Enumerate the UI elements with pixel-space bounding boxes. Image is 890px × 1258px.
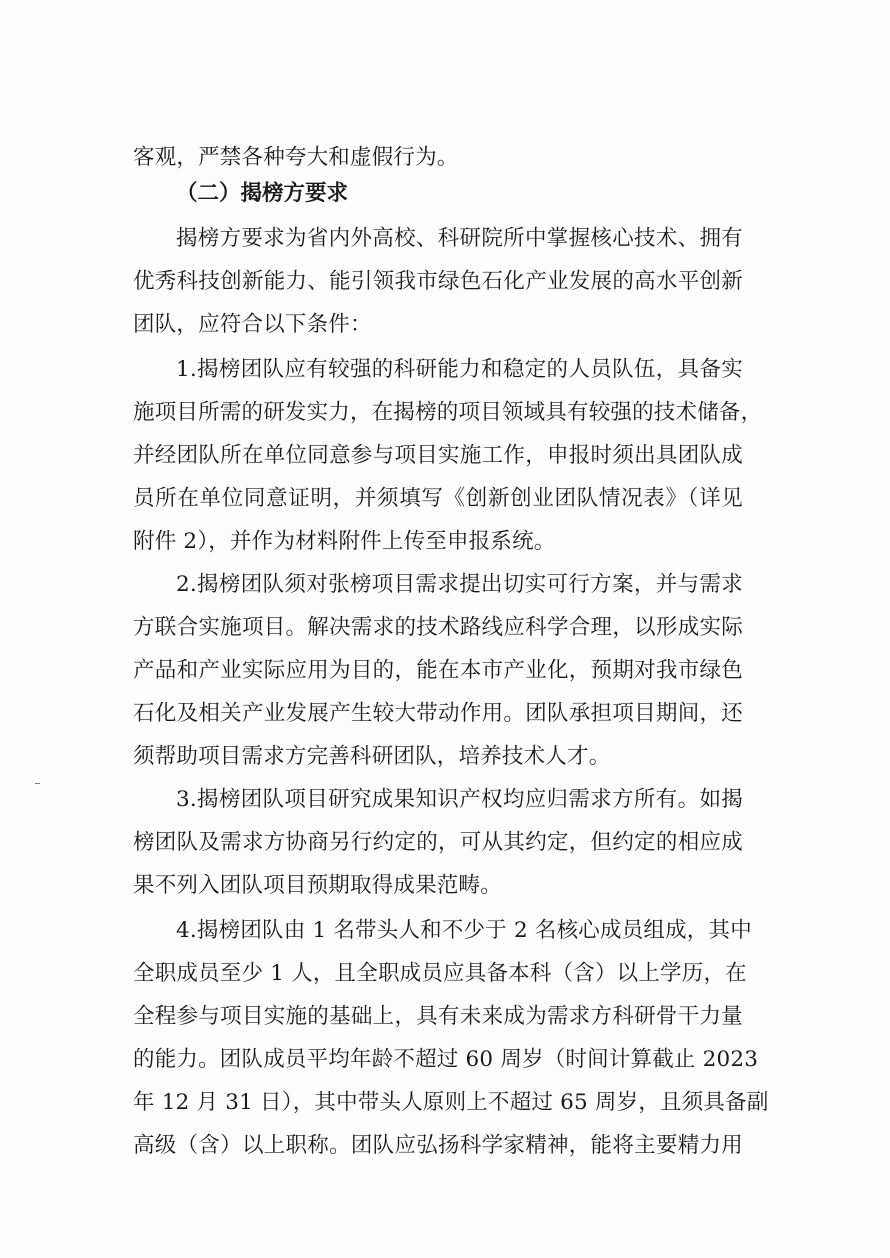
paragraph-line: 并经团队所在单位同意参与项目实施工作，申报时须出具团队成 (133, 443, 743, 468)
paragraph-line: 2.揭榜团队须对张榜项目需求提出切实可行方案，并与需求 (176, 572, 743, 597)
paragraph-line: 年 12 月 31 日），其中带头人原则上不超过 65 周岁，且须具备副 (133, 1090, 769, 1115)
paragraph-line: 产品和产业实际应用为目的，能在本市产业化，预期对我市绿色 (133, 658, 743, 683)
paragraph-line: 员所在单位同意证明，并须填写《创新创业团队情况表》（详见 (133, 486, 743, 511)
paragraph-line: 揭榜方要求为省内外高校、科研院所中掌握核心技术、拥有 (176, 226, 743, 251)
paragraph-line: 方联合实施项目。解决需求的技术路线应科学合理，以形成实际 (133, 615, 743, 640)
opening-line: 客观，严禁各种夸大和虚假行为。 (133, 145, 459, 170)
paragraph-line: 4.揭榜团队由 1 名带头人和不少于 2 名核心成员组成，其中 (176, 918, 752, 943)
paragraph-line: 果不列入团队项目预期取得成果范畴。 (133, 873, 502, 898)
paragraph-line: 3.揭榜团队项目研究成果知识产权均应归需求方所有。如揭 (176, 787, 743, 812)
paragraph-line: 1.揭榜团队应有较强的科研能力和稳定的人员队伍，具备实 (176, 357, 743, 382)
paragraph-line: 的能力。团队成员平均年龄不超过 60 周岁（时间计算截止 2023 (133, 1047, 759, 1072)
paragraph-line: 团队，应符合以下条件： (133, 312, 372, 337)
section-heading: （二）揭榜方要求 (176, 181, 349, 206)
scan-margin-mark (35, 783, 40, 784)
paragraph-line: 附件 2），并作为材料附件上传至申报系统。 (133, 529, 556, 554)
paragraph-line: 全程参与项目实施的基础上，具有未来成为需求方科研骨干力量 (133, 1004, 743, 1029)
paragraph-line: 高级（含）以上职称。团队应弘扬科学家精神，能将主要精力用 (133, 1133, 743, 1158)
paragraph-line: 石化及相关产业发展产生较大带动作用。团队承担项目期间，还 (133, 701, 743, 726)
paragraph-line: 须帮助项目需求方完善科研团队，培养技术人才。 (133, 744, 611, 769)
paragraph-line: 榜团队及需求方协商另行约定的，可从其约定，但约定的相应成 (133, 830, 743, 855)
paragraph-line: 施项目所需的研发实力，在揭榜的项目领域具有较强的技术储备， (133, 400, 763, 425)
paragraph-line: 全职成员至少 1 人，且全职成员应具备本科（含）以上学历，在 (133, 961, 747, 986)
paragraph-line: 优秀科技创新能力、能引领我市绿色石化产业发展的高水平创新 (133, 269, 743, 294)
